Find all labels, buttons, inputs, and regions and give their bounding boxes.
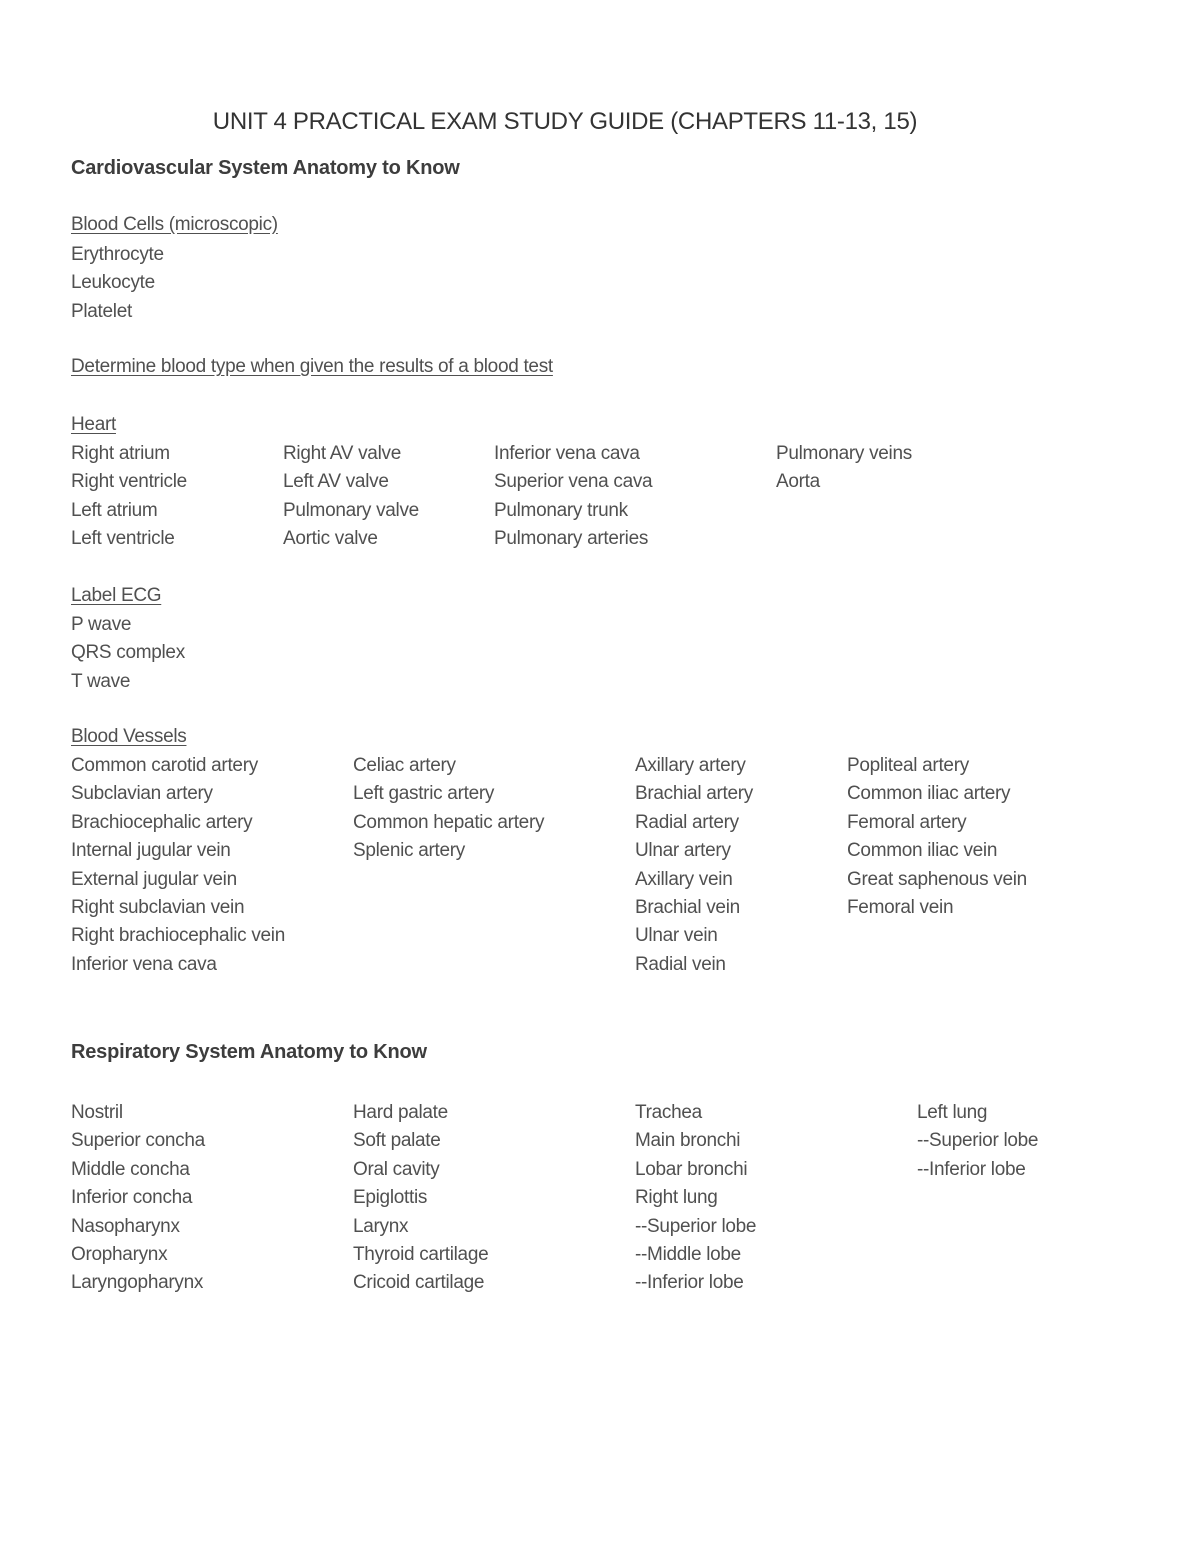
list-item: Ulnar vein (635, 925, 718, 947)
list-item: Internal jugular vein (71, 840, 231, 862)
list-item: Pulmonary veins (776, 443, 912, 464)
list-item: Right ventricle (71, 471, 187, 493)
list-item: External jugular vein (71, 868, 237, 890)
list-item: Right AV valve (283, 443, 401, 464)
list-item: Common carotid artery (71, 755, 258, 776)
list-item: Thyroid cartilage (353, 1243, 489, 1265)
list-item: Laryngopharynx (71, 1272, 204, 1294)
list-item: Brachial artery (635, 783, 753, 805)
resp-column-3 (635, 1099, 756, 1298)
ecg-list (71, 611, 185, 696)
list-item: Splenic artery (353, 840, 465, 862)
list-item: Inferior vena cava (71, 953, 217, 975)
resp-column-1 (71, 1099, 205, 1298)
resp-section-heading: Respiratory System Anatomy to Know (71, 1041, 427, 1063)
list-item: Common iliac artery (847, 783, 1011, 805)
list-item: Right subclavian vein (71, 896, 245, 918)
list-item: Left atrium (71, 499, 158, 521)
list-item: --Inferior lobe (635, 1272, 744, 1294)
list-item: Common hepatic artery (353, 811, 545, 833)
list-item: T wave (71, 670, 131, 692)
list-item: Subclavian artery (71, 783, 213, 805)
list-item: Main bronchi (635, 1130, 741, 1152)
list-item: Aorta (776, 471, 820, 493)
list-item: Aortic valve (283, 528, 378, 550)
list-item: --Superior lobe (635, 1215, 757, 1237)
blood-cells-list (71, 241, 164, 326)
list-item: Hard palate (353, 1102, 448, 1123)
vessels-column-2 (353, 752, 544, 866)
list-item: Superior concha (71, 1130, 205, 1152)
blood-type-heading: Determine blood type when given the results of a blood test (71, 356, 553, 377)
list-item: Ulnar artery (635, 840, 731, 862)
list-item: Leukocyte (71, 272, 155, 294)
list-item: Oral cavity (353, 1158, 440, 1180)
heart-heading: Heart (71, 414, 116, 435)
cardio-section-heading: Cardiovascular System Anatomy to Know (71, 157, 460, 179)
list-item: Femoral vein (847, 896, 954, 918)
list-item: Right lung (635, 1187, 718, 1209)
list-item: Left ventricle (71, 528, 175, 550)
list-item: Inferior concha (71, 1187, 193, 1209)
list-item: Oropharynx (71, 1243, 168, 1265)
list-item: Radial artery (635, 811, 739, 833)
list-item: Brachial vein (635, 896, 740, 918)
heart-column-1 (71, 440, 187, 554)
blood-cells-heading: Blood Cells (microscopic) (71, 214, 278, 235)
list-item: Right brachiocephalic vein (71, 925, 285, 947)
list-item: Larynx (353, 1215, 409, 1237)
list-item: Inferior vena cava (494, 443, 640, 464)
resp-column-2 (353, 1099, 488, 1298)
list-item: QRS complex (71, 642, 185, 664)
list-item: Brachiocephalic artery (71, 811, 253, 833)
list-item: Epiglottis (353, 1187, 428, 1209)
list-item: Cricoid cartilage (353, 1272, 485, 1294)
list-item: Erythrocyte (71, 244, 164, 265)
resp-column-4 (917, 1099, 1038, 1184)
list-item: --Middle lobe (635, 1243, 741, 1265)
list-item: Nasopharynx (71, 1215, 180, 1237)
list-item: --Superior lobe (917, 1130, 1039, 1152)
list-item: Left lung (917, 1102, 988, 1123)
list-item: Right atrium (71, 443, 170, 464)
list-item: Great saphenous vein (847, 868, 1027, 890)
list-item: Pulmonary trunk (494, 499, 628, 521)
vessels-heading: Blood Vessels (71, 726, 187, 747)
list-item: Platelet (71, 300, 132, 322)
list-item: Common iliac vein (847, 840, 998, 862)
heart-column-4 (776, 440, 912, 497)
list-item: Middle concha (71, 1158, 190, 1180)
ecg-heading: Label ECG (71, 585, 162, 606)
heart-column-2 (283, 440, 419, 554)
list-item: --Inferior lobe (917, 1158, 1026, 1180)
heart-column-3 (494, 440, 652, 554)
list-item: Lobar bronchi (635, 1158, 748, 1180)
list-item: Left gastric artery (353, 783, 495, 805)
list-item: P wave (71, 614, 132, 635)
list-item: Femoral artery (847, 811, 967, 833)
list-item: Trachea (635, 1102, 702, 1123)
list-item: Pulmonary valve (283, 499, 419, 521)
page-title: UNIT 4 PRACTICAL EXAM STUDY GUIDE (CHAPTERS 11-13, 15) (212, 108, 918, 135)
list-item: Radial vein (635, 953, 726, 975)
vessels-column-1 (71, 752, 285, 979)
list-item: Axillary artery (635, 755, 746, 776)
vessels-column-3 (635, 752, 753, 979)
vessels-column-4 (847, 752, 1027, 922)
list-item: Left AV valve (283, 471, 389, 493)
list-item: Pulmonary arteries (494, 528, 649, 550)
list-item: Soft palate (353, 1130, 441, 1152)
list-item: Celiac artery (353, 755, 456, 776)
list-item: Popliteal artery (847, 755, 969, 776)
list-item: Superior vena cava (494, 471, 653, 493)
list-item: Nostril (71, 1102, 123, 1123)
list-item: Axillary vein (635, 868, 733, 890)
